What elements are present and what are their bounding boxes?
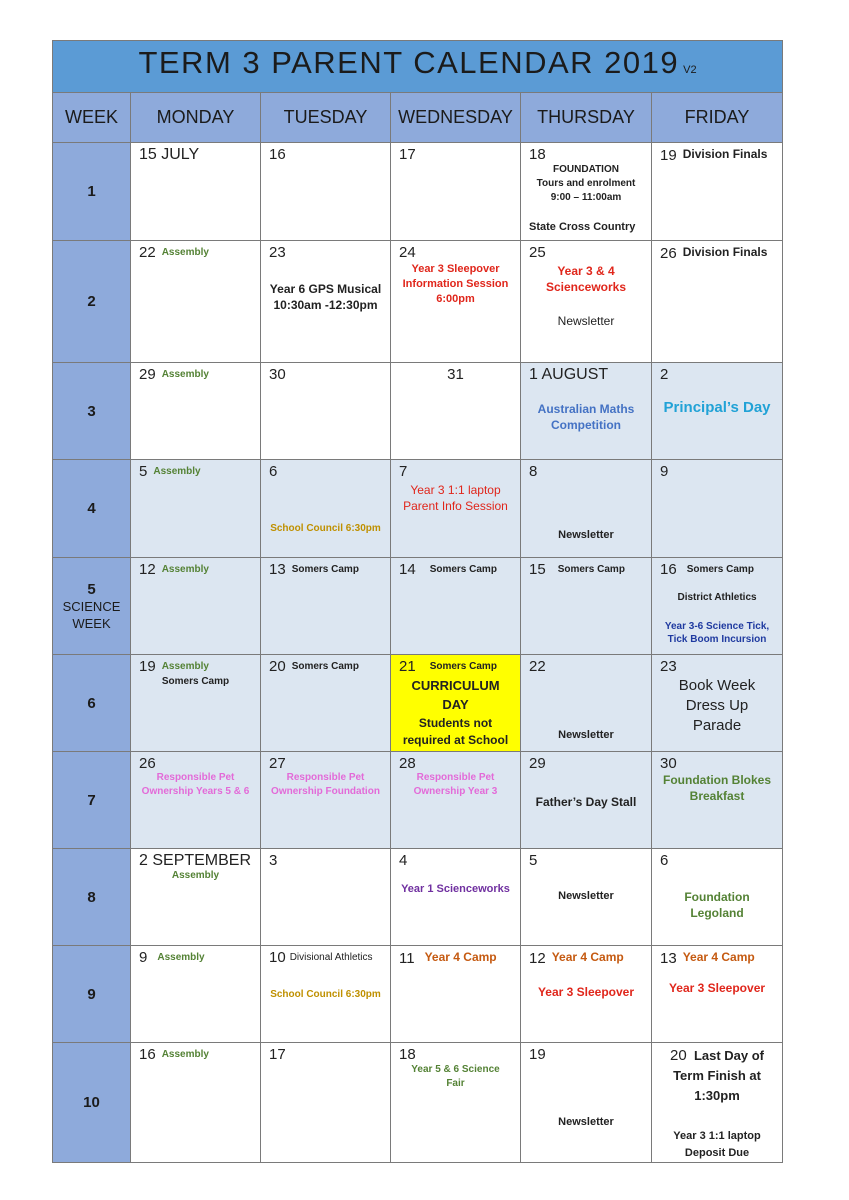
day-cell	[652, 946, 783, 1043]
day-date: 24	[399, 244, 416, 261]
event: Book Week Dress Up Parade	[678, 677, 756, 734]
day-cell	[261, 558, 391, 655]
week-label: 5 SCIENCE WEEK	[53, 558, 131, 655]
week-row	[53, 241, 783, 363]
day-cell	[521, 1043, 652, 1163]
day-date: 18	[529, 146, 546, 163]
week-row	[53, 752, 783, 849]
week-label: 10	[53, 1043, 131, 1163]
event: Foundation Legoland	[684, 890, 750, 921]
day-cell	[652, 143, 783, 241]
day-date: 26 Division Finals	[660, 245, 768, 262]
event: Year 3 1:1 laptop Deposit Due	[673, 1130, 761, 1159]
day-cell	[652, 241, 783, 363]
week-label: 4	[53, 460, 131, 558]
day-date: 10 Divisional Athletics	[269, 949, 373, 966]
day-date: 31	[447, 366, 464, 383]
event: CURRICULUM DAY	[411, 678, 500, 712]
event: Year 3 Sleepover Information Session 6:00pm	[402, 263, 509, 305]
day-cell	[131, 849, 261, 946]
event: Principal’s Day	[663, 399, 771, 416]
day-date: 17	[269, 1046, 286, 1063]
event: School Council 6:30pm	[270, 989, 381, 1000]
week-row	[53, 460, 783, 558]
day-date: 20 Somers Camp	[269, 658, 359, 675]
day-date: 16	[269, 146, 286, 163]
day-cell	[652, 558, 783, 655]
week-row	[53, 143, 783, 241]
day-date: 16 Assembly	[139, 1046, 209, 1063]
day-cell	[261, 946, 391, 1043]
day-date: 11 Year 4 Camp	[399, 950, 497, 967]
day-date: 26	[139, 755, 156, 772]
event: Year 3 & 4 Scienceworks	[545, 264, 627, 295]
day-cell	[391, 460, 521, 558]
week-label: 3	[53, 363, 131, 460]
week-row	[53, 655, 783, 752]
day-date: 19 Assembly	[139, 658, 209, 675]
week-row	[53, 946, 783, 1043]
calendar-version: V2	[683, 64, 697, 76]
header-thursday: THURSDAY	[521, 93, 652, 143]
day-cell	[261, 363, 391, 460]
calendar-table	[52, 40, 783, 1163]
event: Year 5 & 6 Science Fair	[411, 1064, 500, 1089]
event: School Council 6:30pm	[270, 523, 381, 534]
header-monday: MONDAY	[131, 93, 261, 143]
day-cell	[131, 655, 261, 752]
day-cell	[521, 752, 652, 849]
day-cell	[391, 849, 521, 946]
week-row	[53, 558, 783, 655]
day-date: 29	[529, 755, 546, 772]
week-row	[53, 363, 783, 460]
day-date: 27	[269, 755, 286, 772]
day-date: 5	[529, 852, 538, 869]
day-cell	[391, 241, 521, 363]
day-date: 19	[529, 1046, 546, 1063]
event: Year 3 Sleepover	[537, 985, 635, 999]
day-cell	[131, 752, 261, 849]
day-date: 12 Year 4 Camp	[529, 950, 624, 967]
day-date: 12 Assembly	[139, 561, 209, 578]
day-date: 28	[399, 755, 416, 772]
event: Year 3 Sleepover	[668, 981, 766, 995]
day-date: 9	[660, 463, 669, 480]
newsletter-note: Newsletter	[558, 729, 614, 741]
day-cell	[391, 752, 521, 849]
day-cell	[131, 143, 261, 241]
day-cell	[652, 655, 783, 752]
day-cell	[652, 849, 783, 946]
calendar-title: TERM 3 PARENT CALENDAR 2019	[138, 45, 680, 80]
day-date: 25	[529, 244, 546, 261]
header-tuesday: TUESDAY	[261, 93, 391, 143]
day-cell	[261, 1043, 391, 1163]
day-cell	[652, 1043, 783, 1163]
day-date: 23	[660, 658, 677, 675]
event: Year 3 1:1 laptop Parent Info Session	[403, 483, 508, 514]
header-week: WEEK	[53, 93, 131, 143]
day-date: 30	[269, 366, 286, 383]
newsletter-note: Newsletter	[558, 1116, 614, 1128]
day-cell	[652, 363, 783, 460]
day-date: 29 Assembly	[139, 366, 209, 383]
day-date: 6	[660, 852, 669, 869]
event: Australian Maths Competition	[537, 402, 635, 433]
header-friday: FRIDAY	[652, 93, 783, 143]
day-date: 20	[670, 1047, 687, 1064]
event: Responsible Pet Ownership Foundation	[271, 772, 380, 797]
day-date: 8	[529, 463, 538, 480]
day-cell	[261, 241, 391, 363]
day-cell	[261, 849, 391, 946]
day-date: 21 Somers Camp	[399, 658, 497, 675]
day-cell	[131, 241, 261, 363]
week-label: 6	[53, 655, 131, 752]
day-cell	[391, 143, 521, 241]
day-date: 1 AUGUST	[529, 366, 609, 383]
day-date: 7	[399, 463, 408, 480]
day-date: 19 Division Finals	[660, 147, 768, 164]
day-cell	[131, 363, 261, 460]
header-wednesday: WEDNESDAY	[391, 93, 521, 143]
day-cell	[391, 946, 521, 1043]
day-cell	[521, 460, 652, 558]
day-date: 6	[269, 463, 278, 480]
day-date: 3	[269, 852, 278, 869]
day-cell	[521, 946, 652, 1043]
week-label: 2	[53, 241, 131, 363]
week-row	[53, 1043, 783, 1163]
day-date: 2	[660, 366, 669, 383]
day-cell	[521, 143, 652, 241]
event: Father’s Day Stall	[535, 795, 637, 809]
day-date: 2 SEPTEMBER	[139, 852, 252, 869]
day-cell	[521, 558, 652, 655]
event: Foundation Blokes Breakfast	[663, 773, 772, 804]
day-date: 17	[399, 146, 416, 163]
day-cell	[391, 655, 521, 752]
day-date: 15 JULY	[139, 146, 200, 163]
event: FOUNDATION Tours and enrolment 9:00 – 11:00am	[536, 164, 636, 203]
week-label: 9	[53, 946, 131, 1043]
week-label: 7	[53, 752, 131, 849]
event: Responsible Pet Ownership Years 5 & 6	[141, 772, 250, 797]
event: State Cross Country	[529, 221, 636, 233]
day-date: 5 Assembly	[139, 463, 201, 480]
day-date: 13 Year 4 Camp	[660, 950, 755, 967]
day-date: 16 Somers Camp	[660, 561, 754, 578]
day-date: 14 Somers Camp	[399, 561, 497, 578]
event: Students not required at School	[402, 716, 509, 747]
event: Somers Camp	[161, 676, 230, 687]
day-cell	[652, 460, 783, 558]
day-cell	[131, 1043, 261, 1163]
event: Year 6 GPS Musical 10:30am -12:30pm	[269, 282, 382, 313]
day-cell	[521, 363, 652, 460]
day-cell	[131, 946, 261, 1043]
day-date: 18	[399, 1046, 416, 1063]
day-date: 22 Assembly	[139, 244, 209, 261]
day-cell	[521, 241, 652, 363]
day-date: 15 Somers Camp	[529, 561, 625, 578]
day-cell	[261, 752, 391, 849]
day-cell	[652, 752, 783, 849]
day-date: 9 Assembly	[139, 949, 205, 966]
day-date: 4	[399, 852, 408, 869]
day-cell	[131, 558, 261, 655]
day-cell	[261, 655, 391, 752]
day-cell	[391, 1043, 521, 1163]
day-date: 13 Somers Camp	[269, 561, 359, 578]
event: Year 3-6 Science Tick, Tick Boom Incursion	[664, 621, 770, 645]
day-cell	[391, 558, 521, 655]
newsletter-note: Newsletter	[558, 890, 614, 902]
event: Assembly	[171, 870, 220, 881]
day-cell	[391, 363, 521, 460]
week-label: 1	[53, 143, 131, 241]
day-cell	[131, 460, 261, 558]
day-date: 30	[660, 755, 677, 772]
day-cell	[521, 655, 652, 752]
day-cell	[261, 460, 391, 558]
week-label: 8	[53, 849, 131, 946]
event: Year 1 Scienceworks	[401, 883, 510, 895]
day-date: 23	[269, 244, 286, 261]
day-cell	[521, 849, 652, 946]
newsletter-note: Newsletter	[558, 529, 614, 541]
day-cell	[261, 143, 391, 241]
newsletter-note: Newsletter	[557, 314, 615, 328]
day-date: 22	[529, 658, 546, 675]
event: 20 Last Day of Term Finish at 1:30pm	[670, 1047, 765, 1103]
event: District Athletics	[677, 592, 757, 603]
calendar-title-bar	[53, 41, 783, 93]
event: Responsible Pet Ownership Year 3	[413, 772, 498, 797]
week-row	[53, 849, 783, 946]
